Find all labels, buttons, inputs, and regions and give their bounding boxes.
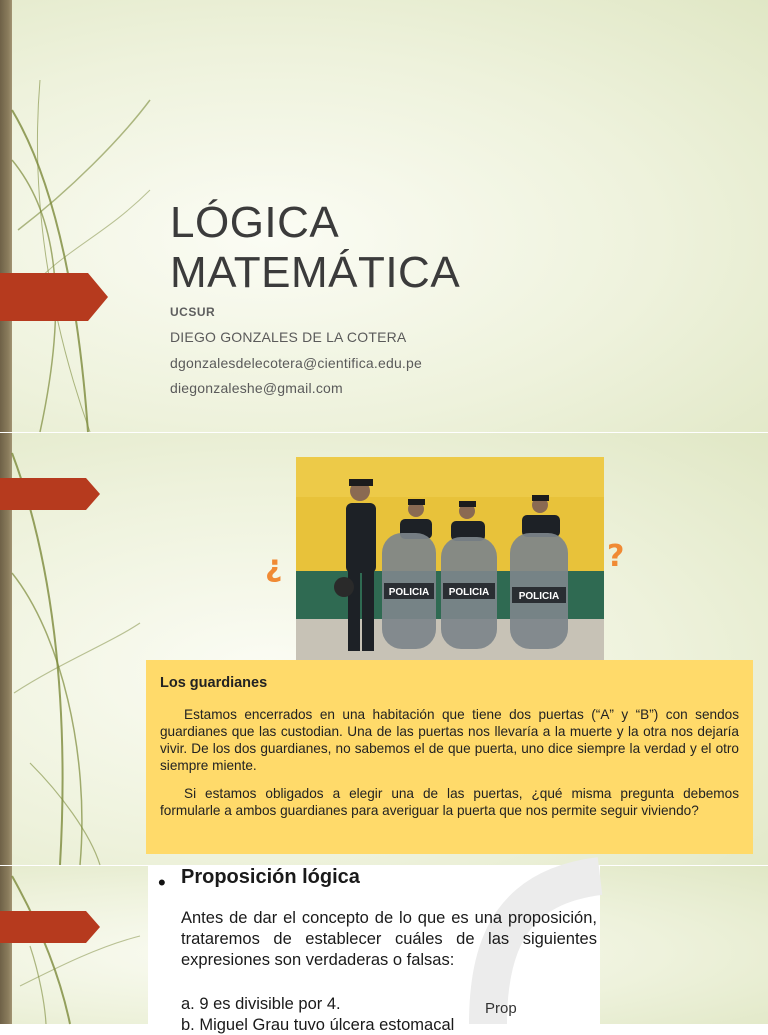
prop-annotation: Prop <box>485 1000 517 1017</box>
list-item-b: b. Miguel Grau tuvo úlcera estomacal <box>181 1016 455 1034</box>
puzzle-text-box <box>146 660 753 854</box>
title-line-1: LÓGICA <box>170 198 340 247</box>
shield-label: POLICIA <box>518 591 560 602</box>
organization-label: UCSUR <box>170 305 216 319</box>
section-heading: Proposición lógica <box>181 866 360 888</box>
work-email[interactable]: dgonzalesdelecotera@cientifica.edu.pe <box>170 355 422 371</box>
proposition-slide[interactable] <box>0 866 768 1034</box>
document-excerpt <box>148 866 600 1034</box>
accent-tag <box>0 478 100 510</box>
shield-label: POLICIA <box>388 587 430 598</box>
author-name: DIEGO GONZALES DE LA COTERA <box>170 329 407 345</box>
list-item-a: a. 9 es divisible por 4. <box>181 995 341 1013</box>
slide-title <box>170 198 730 298</box>
puzzle-title: Los guardianes <box>160 675 268 691</box>
question-close-mark: ? <box>607 539 625 574</box>
accent-tag <box>0 911 100 943</box>
intro-paragraph: Antes de dar el concepto de lo que es una proposición, trataremos de establecer cuáles de las siguientes expresiones son verdaderas o falsas: <box>181 909 597 969</box>
title-slide[interactable] <box>0 0 768 432</box>
accent-tag <box>0 273 108 321</box>
personal-email[interactable]: diegonzaleshe@gmail.com <box>170 380 343 396</box>
puzzle-slide[interactable] <box>0 433 768 865</box>
bullet-icon: • <box>158 870 166 895</box>
police-guards-photo <box>296 457 604 667</box>
question-open-mark: ¿ <box>265 549 283 584</box>
title-line-2: MATEMÁTICA <box>170 248 461 297</box>
swirl-decoration <box>0 0 170 432</box>
shield-label: POLICIA <box>448 587 490 598</box>
puzzle-paragraph-2: Si estamos obligados a elegir una de las puertas, ¿qué misma pregunta debemos formularle a ambos guardianes para averiguar la puerta que nos permite seguir viviendo? <box>160 786 739 818</box>
swirl-decoration <box>0 866 150 1024</box>
puzzle-paragraph-1: Estamos encerrados en una habitación que tiene dos puertas (“A” y “B”) con sendos guardianes que las custodian. Una de las puertas nos llevaría a la muerte y la otra nos dejaría vivir. De los dos guardianes, no sabemos el de que puerta, uno dice siempre la verdad y el otro siempre miente. <box>160 707 739 773</box>
